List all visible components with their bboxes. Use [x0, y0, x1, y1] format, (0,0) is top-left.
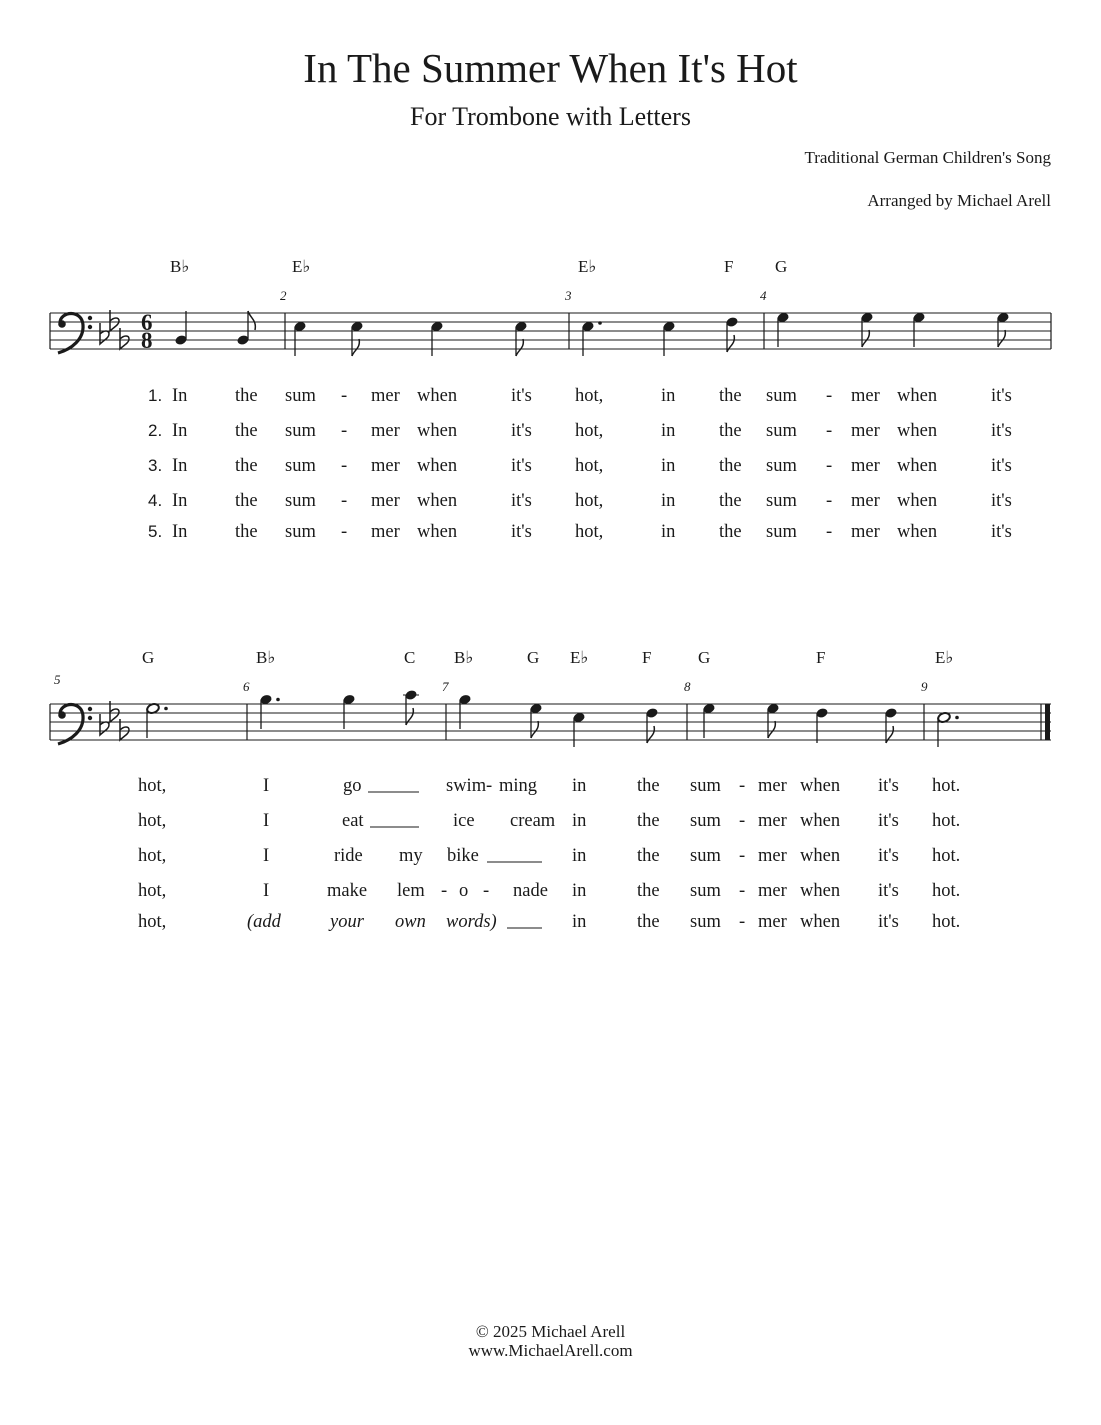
svg-text:hot.: hot. — [932, 776, 961, 796]
svg-text:mer: mer — [371, 522, 400, 542]
svg-text:it's: it's — [991, 386, 1012, 406]
svg-text:mer: mer — [758, 776, 787, 796]
lyric-line — [172, 491, 1012, 511]
svg-text:go: go — [343, 776, 362, 796]
svg-text:mer: mer — [758, 811, 787, 831]
verse-number: 1. — [148, 386, 163, 405]
lyric-line — [172, 386, 1012, 406]
key-signature-flats — [100, 310, 129, 349]
staff-system-1 — [50, 257, 1051, 542]
svg-text:it's: it's — [511, 456, 532, 476]
key-signature-flats — [100, 701, 129, 740]
svg-text:mer: mer — [371, 456, 400, 476]
measure-number: 7 — [442, 679, 449, 694]
svg-text:when: when — [417, 522, 458, 542]
measure-number: 2 — [280, 288, 287, 303]
svg-text:in: in — [661, 491, 676, 511]
svg-text:it's: it's — [878, 811, 899, 831]
svg-text:-: - — [483, 881, 490, 901]
measure-number: 5 — [54, 672, 61, 687]
svg-text:mer: mer — [758, 912, 787, 932]
svg-text:hot,: hot, — [138, 881, 167, 901]
svg-text:sum: sum — [766, 522, 797, 542]
svg-text:hot.: hot. — [932, 912, 961, 932]
svg-text:it's: it's — [991, 421, 1012, 441]
svg-text:-: - — [739, 912, 746, 932]
svg-text:-: - — [739, 846, 746, 866]
svg-text:ride: ride — [334, 846, 363, 866]
svg-text:when: when — [417, 456, 458, 476]
svg-text:it's: it's — [991, 522, 1012, 542]
svg-text:cream: cream — [510, 811, 556, 831]
svg-text:-: - — [341, 456, 348, 476]
svg-text:ice: ice — [453, 811, 475, 831]
chord-symbols-2 — [142, 648, 953, 667]
svg-text:sum: sum — [690, 912, 721, 932]
chord-symbol: E♭ — [935, 648, 954, 667]
svg-text:-: - — [341, 522, 348, 542]
svg-text:words): words) — [446, 912, 497, 932]
composer-credit: Traditional German Children's Song — [804, 148, 1051, 167]
svg-text:the: the — [637, 846, 660, 866]
lyrics-system-2 — [138, 776, 960, 932]
svg-text:-: - — [739, 811, 746, 831]
svg-text:In: In — [172, 456, 188, 476]
svg-text:your: your — [330, 912, 364, 932]
svg-text:sum: sum — [285, 421, 316, 441]
svg-text:it's: it's — [511, 421, 532, 441]
chord-symbol: F — [642, 648, 652, 667]
verse-number: 3. — [148, 456, 163, 475]
chord-symbol: E♭ — [570, 648, 589, 667]
website-link[interactable]: www.MichaelArell.com — [468, 1341, 633, 1360]
svg-text:hot,: hot, — [575, 456, 604, 476]
svg-text:sum: sum — [766, 386, 797, 406]
svg-text:hot,: hot, — [138, 912, 167, 932]
svg-text:8: 8 — [141, 328, 153, 353]
svg-text:when: when — [897, 456, 938, 476]
svg-text:mer: mer — [371, 421, 400, 441]
svg-text:the: the — [235, 522, 258, 542]
staff-system-2 — [50, 648, 1051, 932]
svg-text:the: the — [235, 386, 258, 406]
svg-text:in: in — [572, 846, 587, 866]
svg-text:ming: ming — [499, 776, 538, 796]
svg-text:in: in — [572, 776, 587, 796]
svg-text:it's: it's — [991, 491, 1012, 511]
svg-text:when: when — [800, 881, 841, 901]
svg-text:eat: eat — [342, 811, 364, 831]
song-title: In The Summer When It's Hot — [303, 45, 798, 91]
chord-symbol: F — [724, 257, 734, 276]
lyric-line — [138, 776, 960, 796]
svg-text:when: when — [417, 421, 458, 441]
svg-text:the: the — [719, 491, 742, 511]
svg-text:o: o — [459, 881, 469, 901]
lyric-line — [172, 522, 1012, 542]
svg-text:mer: mer — [851, 386, 880, 406]
svg-text:hot,: hot, — [575, 491, 604, 511]
svg-text:the: the — [235, 421, 258, 441]
svg-text:sum: sum — [690, 776, 721, 796]
svg-text:in: in — [572, 912, 587, 932]
svg-text:In: In — [172, 421, 188, 441]
svg-text:sum: sum — [766, 491, 797, 511]
svg-text:-: - — [826, 421, 833, 441]
svg-text:(add: (add — [247, 912, 281, 932]
svg-text:sum: sum — [766, 421, 797, 441]
svg-text:in: in — [661, 456, 676, 476]
svg-text:-: - — [826, 456, 833, 476]
svg-text:6: 6 — [141, 310, 153, 335]
svg-text:it's: it's — [878, 846, 899, 866]
svg-text:hot.: hot. — [932, 881, 961, 901]
svg-text:I: I — [263, 776, 270, 796]
svg-text:hot,: hot, — [575, 522, 604, 542]
svg-text:sum: sum — [285, 386, 316, 406]
final-barline — [1045, 704, 1050, 740]
svg-text:mer: mer — [851, 456, 880, 476]
chord-symbol: C — [404, 648, 416, 667]
svg-text:when: when — [897, 522, 938, 542]
chord-symbol: G — [142, 648, 155, 667]
svg-text:I: I — [263, 846, 270, 866]
svg-text:the: the — [719, 421, 742, 441]
svg-text:the: the — [719, 386, 742, 406]
page-footer — [0, 1322, 1101, 1360]
measure-number: 3 — [565, 288, 572, 303]
lyric-line — [138, 811, 960, 831]
svg-text:sum: sum — [285, 522, 316, 542]
svg-text:when: when — [417, 491, 458, 511]
svg-text:the: the — [637, 811, 660, 831]
svg-text:it's: it's — [878, 776, 899, 796]
svg-text:hot.: hot. — [932, 846, 961, 866]
chord-symbol: E♭ — [578, 257, 597, 276]
svg-text:hot,: hot, — [575, 421, 604, 441]
svg-text:when: when — [897, 421, 938, 441]
svg-text:swim: swim — [446, 776, 487, 796]
svg-text:when: when — [800, 912, 841, 932]
chord-symbol: G — [527, 648, 540, 667]
svg-text:mer: mer — [371, 386, 400, 406]
svg-text:In: In — [172, 522, 188, 542]
svg-text:mer: mer — [758, 846, 787, 866]
bass-clef-icon — [58, 705, 92, 745]
svg-text:in: in — [661, 386, 676, 406]
svg-text:when: when — [800, 776, 841, 796]
svg-text:-: - — [341, 491, 348, 511]
chord-symbol: G — [698, 648, 711, 667]
svg-text:the: the — [235, 491, 258, 511]
verse-number: 4. — [148, 491, 163, 510]
chord-symbol: G — [775, 257, 788, 276]
notes-2 — [146, 689, 959, 747]
svg-text:when: when — [800, 846, 841, 866]
svg-text:-: - — [826, 386, 833, 406]
lyric-line — [138, 881, 960, 901]
svg-text:in: in — [661, 421, 676, 441]
svg-text:mer: mer — [851, 421, 880, 441]
svg-text:it's: it's — [878, 881, 899, 901]
svg-text:the: the — [719, 522, 742, 542]
svg-text:when: when — [800, 811, 841, 831]
svg-text:sum: sum — [285, 456, 316, 476]
svg-text:in: in — [572, 811, 587, 831]
svg-text:bike: bike — [447, 846, 479, 866]
svg-text:make: make — [327, 881, 368, 901]
measure-number: 4 — [760, 288, 767, 303]
svg-text:the: the — [235, 456, 258, 476]
svg-text:in: in — [572, 881, 587, 901]
svg-text:the: the — [637, 776, 660, 796]
svg-text:when: when — [417, 386, 458, 406]
svg-text:-: - — [739, 881, 746, 901]
svg-text:sum: sum — [690, 881, 721, 901]
svg-text:-: - — [441, 881, 448, 901]
svg-text:hot,: hot, — [138, 811, 167, 831]
svg-text:nade: nade — [513, 881, 548, 901]
svg-text:I: I — [263, 811, 270, 831]
svg-text:In: In — [172, 491, 188, 511]
chord-symbol: E♭ — [292, 257, 311, 276]
svg-text:-: - — [341, 386, 348, 406]
chord-symbol: B♭ — [256, 648, 276, 667]
svg-text:it's: it's — [511, 522, 532, 542]
svg-text:hot,: hot, — [138, 846, 167, 866]
svg-text:the: the — [637, 881, 660, 901]
svg-text:I: I — [263, 881, 270, 901]
svg-text:mer: mer — [758, 881, 787, 901]
svg-text:mer: mer — [851, 522, 880, 542]
svg-text:it's: it's — [991, 456, 1012, 476]
svg-text:in: in — [661, 522, 676, 542]
song-subtitle: For Trombone with Letters — [410, 102, 691, 131]
chord-symbol: F — [816, 648, 826, 667]
svg-text:hot.: hot. — [932, 811, 961, 831]
svg-text:sum: sum — [690, 811, 721, 831]
svg-text:sum: sum — [690, 846, 721, 866]
chord-symbol: B♭ — [454, 648, 474, 667]
chord-symbol: B♭ — [170, 257, 190, 276]
svg-text:the: the — [637, 912, 660, 932]
svg-text:sum: sum — [766, 456, 797, 476]
svg-text:mer: mer — [371, 491, 400, 511]
lyrics-system-1 — [148, 386, 1012, 542]
chord-symbols-1 — [170, 257, 787, 276]
verse-number: 2. — [148, 421, 163, 440]
copyright-notice: © 2025 Michael Arell — [475, 1322, 626, 1341]
lyric-line — [172, 456, 1012, 476]
svg-text:own: own — [395, 912, 426, 932]
arranger-credit: Arranged by Michael Arell — [867, 191, 1051, 210]
svg-text:-: - — [826, 522, 833, 542]
time-signature — [141, 310, 153, 353]
svg-text:sum: sum — [285, 491, 316, 511]
svg-text:hot,: hot, — [138, 776, 167, 796]
svg-text:when: when — [897, 491, 938, 511]
svg-text:my: my — [399, 846, 423, 866]
svg-text:when: when — [897, 386, 938, 406]
bass-clef-icon — [58, 314, 92, 354]
svg-text:-: - — [739, 776, 746, 796]
svg-text:In: In — [172, 386, 188, 406]
lyric-line — [138, 846, 960, 866]
svg-text:-: - — [341, 421, 348, 441]
svg-text:it's: it's — [878, 912, 899, 932]
svg-text:hot,: hot, — [575, 386, 604, 406]
svg-text:it's: it's — [511, 386, 532, 406]
svg-text:-: - — [486, 776, 493, 796]
svg-text:lem: lem — [397, 881, 425, 901]
lyric-line — [138, 912, 960, 932]
measure-number: 9 — [921, 679, 928, 694]
lyric-line — [172, 421, 1012, 441]
verse-number: 5. — [148, 522, 163, 541]
svg-text:-: - — [826, 491, 833, 511]
svg-text:the: the — [719, 456, 742, 476]
svg-text:it's: it's — [511, 491, 532, 511]
measure-number: 6 — [243, 679, 250, 694]
svg-text:mer: mer — [851, 491, 880, 511]
measure-number: 8 — [684, 679, 691, 694]
